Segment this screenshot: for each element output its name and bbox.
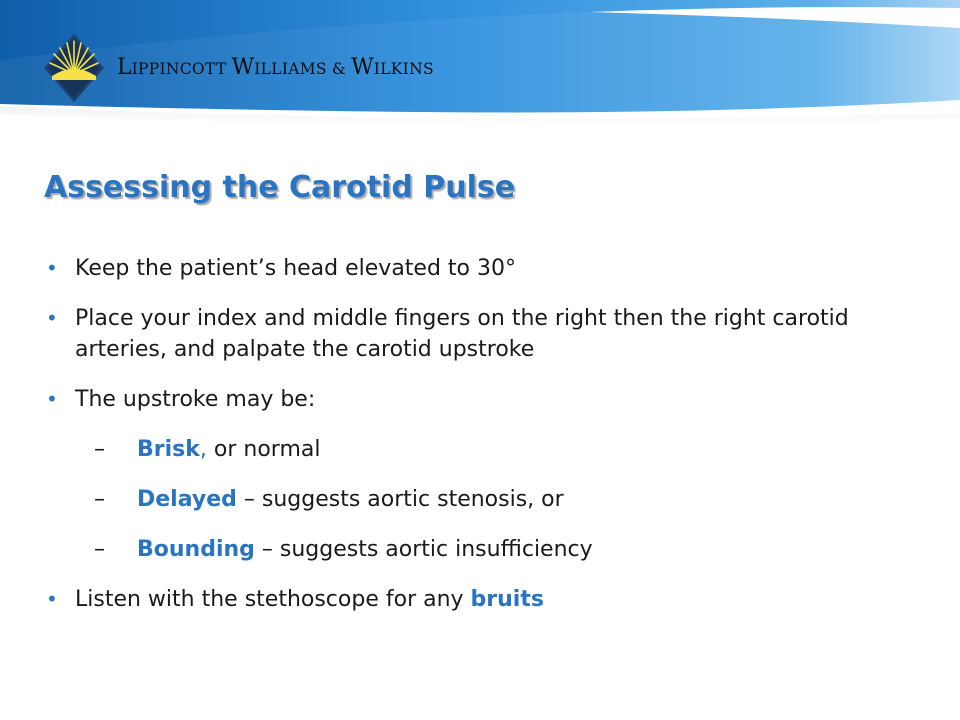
bullet-item <box>44 253 934 284</box>
dash-icon: – <box>94 437 105 462</box>
keyword-brisk: Brisk <box>137 437 200 462</box>
keyword-bounding: Bounding <box>137 537 255 562</box>
sub-bullet-item <box>44 434 934 465</box>
bullet-icon: • <box>46 387 58 411</box>
bullet-item <box>44 384 934 415</box>
bullet-text: Listen with the stethoscope for any <box>75 587 471 612</box>
starburst-logo-icon <box>44 34 104 102</box>
bullet-item <box>44 303 934 365</box>
sub-bullet-text: or normal <box>206 437 321 462</box>
bullet-icon: • <box>46 587 58 611</box>
bullet-text: The upstroke may be: <box>75 387 316 412</box>
sub-bullet-text: – suggests aortic stenosis, or <box>236 487 564 512</box>
bullet-text: Place your index and middle fingers on the right then the right carotid arteries, and palpate the carotid upstroke <box>75 306 849 362</box>
bullet-icon: • <box>46 306 58 330</box>
keyword-punct: , <box>199 437 207 462</box>
dash-icon: – <box>94 537 105 562</box>
bullet-item <box>44 584 934 615</box>
dash-icon: – <box>94 487 105 512</box>
sub-bullet-text: – suggests aortic insufficiency <box>254 537 593 562</box>
bullet-list <box>44 253 934 634</box>
sub-bullet-item <box>44 534 934 565</box>
slide-title: Assessing the Carotid Pulse <box>44 170 516 205</box>
keyword-delayed: Delayed <box>137 487 237 512</box>
keyword-bruits: bruits <box>470 587 544 612</box>
publisher-name: LIPPINCOTT WILLIAMS & WILKINS <box>117 55 434 80</box>
bullet-icon: • <box>46 256 58 280</box>
sub-bullet-item <box>44 484 934 515</box>
bullet-text: Keep the patient’s head elevated to 30° <box>75 256 516 281</box>
